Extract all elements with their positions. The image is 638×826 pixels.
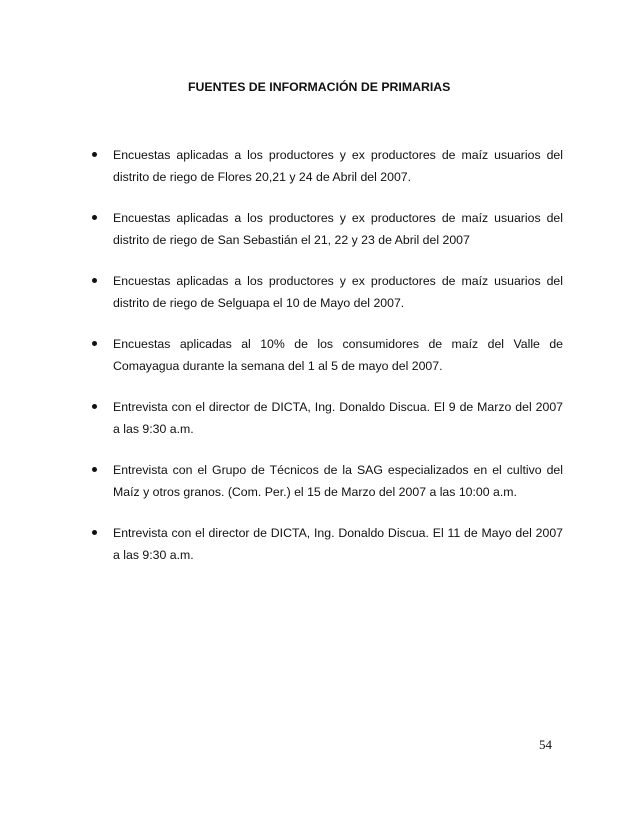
list-item-text: Encuestas aplicadas a los productores y ex productores de maíz usuarios del distrito de riego de Flores 20,21 y 24 de Abril del 2007. bbox=[113, 148, 563, 184]
page-title: FUENTES DE INFORMACIÓN DE PRIMARIAS bbox=[188, 80, 451, 94]
list-item-text: Entrevista con el director de DICTA, Ing. Donaldo Discua. El 11 de Mayo del 2007 a las 9:30 a.m. bbox=[113, 526, 563, 562]
sources-list bbox=[88, 144, 563, 566]
list-item bbox=[88, 207, 563, 251]
list-item bbox=[88, 270, 563, 314]
bullet-icon bbox=[92, 278, 97, 283]
bullet-icon bbox=[92, 404, 97, 409]
list-item-text: Encuestas aplicadas a los productores y ex productores de maíz usuarios del distrito de riego de Selguapa el 10 de Mayo del 2007. bbox=[113, 274, 563, 310]
list-item bbox=[88, 144, 563, 188]
list-item-text: Encuestas aplicadas a los productores y ex productores de maíz usuarios del distrito de riego de San Sebastián el 21, 22 y 23 de Abril del 2007 bbox=[113, 211, 563, 247]
list-item bbox=[88, 522, 563, 566]
bullet-icon bbox=[92, 215, 97, 220]
list-item bbox=[88, 459, 563, 503]
list-item-text: Entrevista con el Grupo de Técnicos de la SAG especializados en el cultivo del Maíz y otros granos. (Com. Per.) el 15 de Marzo del 2007 a las 10:00 a.m. bbox=[113, 463, 563, 499]
bullet-icon bbox=[92, 467, 97, 472]
bullet-icon bbox=[92, 152, 97, 157]
list-item-text: Entrevista con el director de DICTA, Ing. Donaldo Discua. El 9 de Marzo del 2007 a las 9:30 a.m. bbox=[113, 400, 563, 436]
list-item bbox=[88, 396, 563, 440]
list-item-text: Encuestas aplicadas al 10% de los consumidores de maíz del Valle de Comayagua durante la semana del 1 al 5 de mayo del 2007. bbox=[113, 337, 563, 373]
list-item bbox=[88, 333, 563, 377]
bullet-icon bbox=[92, 341, 97, 346]
bullet-icon bbox=[92, 530, 97, 535]
page-number: 54 bbox=[539, 737, 552, 752]
